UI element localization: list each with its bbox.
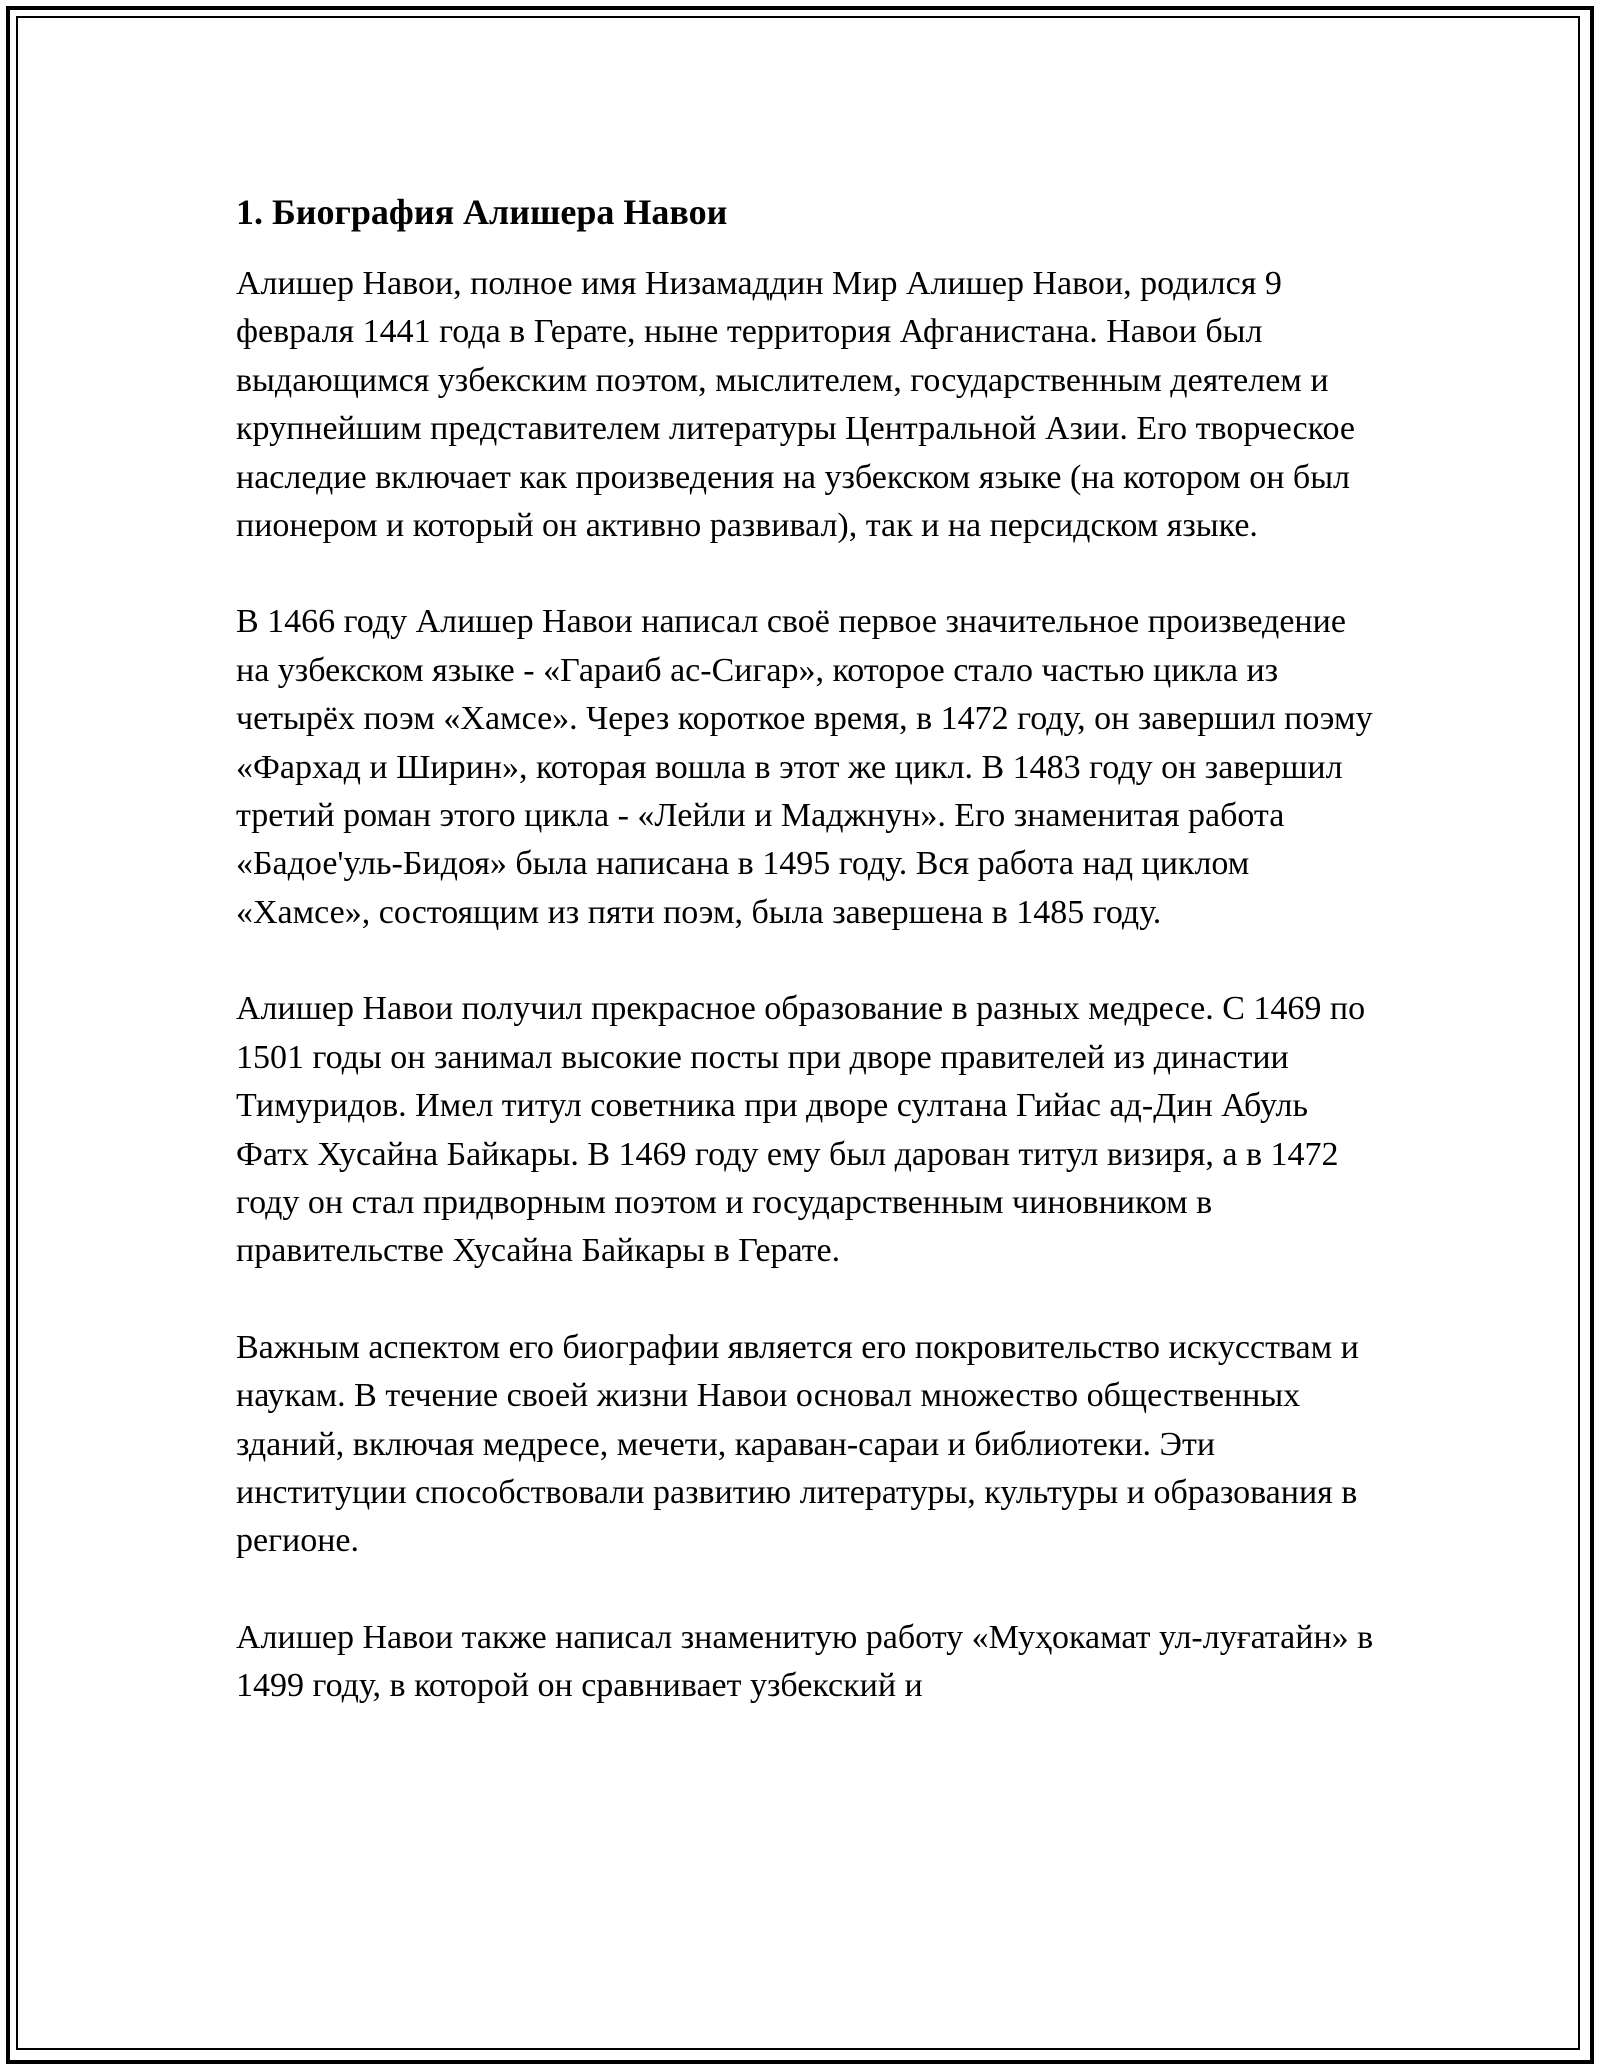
paragraph-3: Алишер Навои получил прекрасное образование в разных медресе. С 1469 по 1501 годы он занимал высокие посты при дворе правителей из династии Тимуридов. Имел титул советника при дворе султана Гийас ад-Дин Абуль Фатх Хусайна Байкары. В 1469 году ему был дарован титул визиря, а в 1472 году он стал придворным поэтом и государственным чиновником в правительстве Хусайна Байкары в Герате. [236,990,1366,1270]
paragraph-4: Важным аспектом его биографии является его покровительство искусствам и наукам. В течение своей жизни Навои основал множество общественных зданий, включая медресе, мечети, караван-сараи и библиотеки. Эти институции способствовали развитию литературы, культуры и образования в регионе. [236,1328,1359,1560]
paragraph-2: В 1466 году Алишер Навои написал своё первое значительное произведение на узбекском языке - «Гараиб ас-Сигар», которое стало частью цикла из четырёх поэм «Хамсе». Через короткое время, в 1472 году, он завершил поэму «Фархад и Ширин», которая вошла в этот же цикл. В 1483 году он завершил третий роман этого цикла - «Лейли и Маджнун». Его знаменитая работа «Бадое'уль-Бидоя» была написана в 1495 году. Вся работа над циклом «Хамсе», состоящим из пяти поэм, была завершена в 1485 году. [236,603,1373,931]
paragraph-5: Алишер Навои также написал знаменитую работу «Муҳокамат ул-луғатайн» в 1499 году, в которой он сравнивает узбекский и [236,1618,1374,1705]
section-heading: 1. Биография Алишера Навои [236,192,728,232]
document-body [236,186,1386,1759]
paragraph-1: Алишер Навои, полное имя Низамаддин Мир Алишер Навои, родился 9 февраля 1441 года в Герате, ныне территория Афганистана. Навои был выдающимся узбекским поэтом, мыслителем, государственным деятелем и крупнейшим представителем литературы Центральной Азии. Его творческое наследие включает как произведения на узбекском языке (на котором он был пионером и который он активно развивал), так и на персидском языке. [236,265,1355,545]
